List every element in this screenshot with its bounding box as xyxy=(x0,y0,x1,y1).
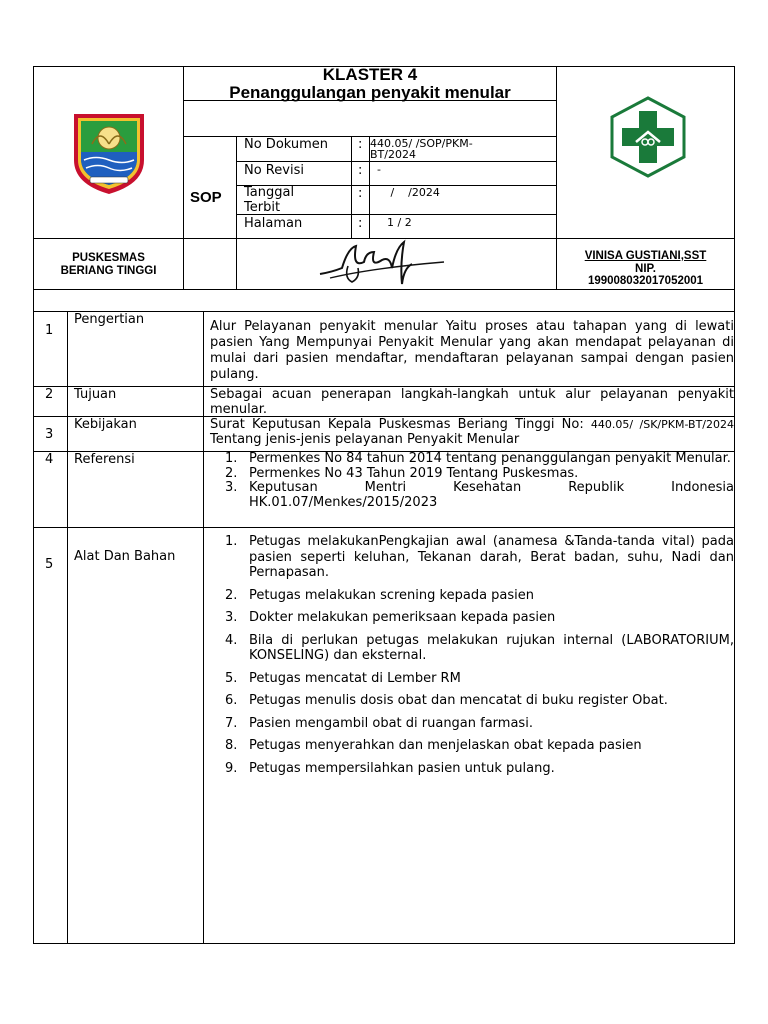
list-item: 1. Petugas melakukanPengkajian awal (anamesa &Tanda-tanda vital) pada pasien seperti keluhan, Tekanan darah, Berat badan, suhu, Nadi dan Pernapasan. xyxy=(225,534,734,580)
section-label: Referensi xyxy=(74,452,135,467)
puskesmas-logo xyxy=(608,96,688,178)
meta-label-tanggal-1: Tanggal xyxy=(244,185,295,200)
list-item: 7. Pasien mengambil obat di ruangan farmasi. xyxy=(225,715,533,731)
section-number: 2 xyxy=(45,387,54,402)
section-number: 1 xyxy=(45,323,54,338)
list-item: 8. Petugas menyerahkan dan menjelaskan obat kepada pasien xyxy=(225,738,642,753)
meta-label-halaman: Halaman xyxy=(244,216,303,231)
list-item: 1. Permenkes No 84 tahun 2014 tentang penanggulangan penyakit Menular. xyxy=(225,451,731,466)
title-line-1: KLASTER 4 xyxy=(322,65,418,84)
list-item: 4. Bila di perlukan petugas melakukan rujukan internal (LABORATORIUM, KONSELING) dan eksternal. xyxy=(225,632,734,663)
org-name-line-2: BERIANG TINGGI xyxy=(60,265,157,277)
list-item: 3. Keputusan Mentri Kesehatan Republik Indonesia HK.01.07/Menkes/2015/2023 xyxy=(225,480,734,510)
section-label: Alat Dan Bahan xyxy=(74,549,176,564)
list-item: 2. Petugas melakukan screning kepada pasien xyxy=(225,587,535,603)
meta-label-no-revisi: No Revisi xyxy=(244,163,304,178)
meta-label-tanggal-2: Terbit xyxy=(244,200,281,215)
section-number: 5 xyxy=(45,557,54,572)
meta-value-no-dokumen-2: BT/2024 xyxy=(370,148,416,161)
list-item: 5. Petugas mencatat di Lember RM xyxy=(225,670,461,686)
section-number: 3 xyxy=(45,427,54,442)
document-title xyxy=(184,66,556,102)
meta-value-no-dokumen-1: 440.05/ /SOP/PKM- xyxy=(370,137,473,150)
regency-coat-of-arms-logo xyxy=(70,108,148,196)
signer-name: VINISA GUSTIANI,SST xyxy=(584,250,707,262)
title-line-2: Penanggulangan penyakit menular xyxy=(229,83,511,102)
list-item: 6. Petugas menulis dosis obat dan mencatat di buku register Obat. xyxy=(225,693,668,708)
section-label: Pengertian xyxy=(74,312,145,327)
section-text xyxy=(210,417,734,447)
section-number: 4 xyxy=(45,452,54,467)
policy-text-1: Surat Keputusan Kepala Puskesmas Beriang Tinggi No: xyxy=(210,417,591,432)
policy-decree-no: 440.05/ /SK/PKM-BT/2024 xyxy=(590,418,734,431)
list-item: 3. Dokter melakukan pemeriksaan kepada pasien xyxy=(225,610,556,625)
meta-label-no-dokumen: No Dokumen xyxy=(244,137,329,152)
signer-nip-label: NIP. xyxy=(635,262,656,275)
meta-sep: : xyxy=(358,216,363,231)
org-name-line-1: PUSKESMAS xyxy=(72,252,145,264)
section-label: Tujuan xyxy=(74,387,117,402)
reference-list xyxy=(210,452,734,510)
section-text: Alur Pelayanan penyakit menular Yaitu proses atau tahapan yang di lewati pasien Yang Mempunyai Penyakit Menular yang akan mendapat pelayanan di mulai dari pasien mendaftar, mendaftaran pelayanan sampai dengan pasien pulang. xyxy=(210,319,734,382)
list-item: 2. Permenkes No 43 Tahun 2019 Tentang Puskesmas. xyxy=(225,465,579,481)
meta-sep: : xyxy=(358,186,363,201)
sop-label: SOP xyxy=(190,189,222,206)
meta-sep: : xyxy=(358,137,363,152)
procedure-list xyxy=(210,534,734,783)
org-name xyxy=(34,252,183,278)
meta-value-no-revisi: - xyxy=(377,163,381,176)
handwritten-signature xyxy=(312,238,452,290)
policy-text-2: Tentang jenis-jenis pelayanan Penyakit Menular xyxy=(210,432,520,447)
signer-block xyxy=(557,250,734,288)
meta-sep: : xyxy=(358,163,363,178)
list-item: 9. Petugas mempersilahkan pasien untuk pulang. xyxy=(225,760,555,776)
section-label: Kebijakan xyxy=(74,417,137,432)
meta-value-tanggal: / /2024 xyxy=(380,186,440,199)
signer-nip: 199008032017052001 xyxy=(587,275,704,287)
section-text: Sebagai acuan penerapan langkah-langkah untuk alur pelayanan penyakit menular. xyxy=(210,387,734,417)
meta-value-halaman: 1 / 2 xyxy=(380,216,412,229)
